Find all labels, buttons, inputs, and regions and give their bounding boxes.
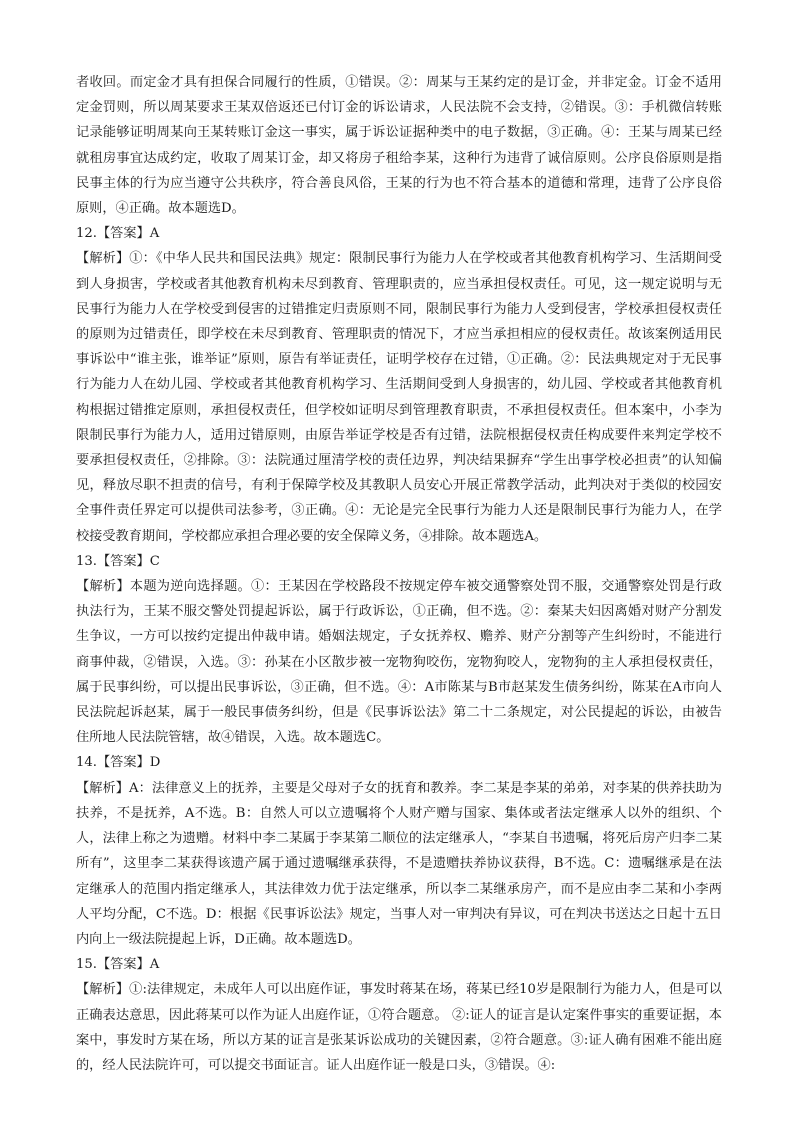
analysis-15: 【解析】①:法律规定，未成年人可以出庭作证，事发时蒋某在场，蒋某已经10岁是限制行为能力人，但是可以正确表达意思，因此蒋某可以作为证人出庭作证，①符合题意。 ②:证人的证言是认定案件事实的重要证据，本案中，事发时方某在场，所以方某的证言是张某诉讼成功的关键因素，②符合题意。③:证人确有困难不能出庭的，经人民法院许可，可以提交书面证言。证人出庭作证一般是口头，③错误。④: — [76, 982, 722, 1073]
answer-13: 13.【答案】C — [76, 553, 160, 569]
analysis-12: 【解析】①：《中华人民共和国民法典》规定：限制民事行为能力人在学校或者其他教育机构学习、生活期间受到人身损害，学校或者其他教育机构未尽到教育、管理职责的，应当承担侵权责任。可见，这一规定说明与无民事行为能力人在学校受到侵害的过错推定归责原则不同，限制民事行为能力人受到侵害，学校承担侵权责任的原则为过错责任，即学校在未尽到教育、管理职责的情况下，才应当承担相应的侵权责任。故该案例适用民事诉讼中“谁主张，谁举证”原则，原告有举证责任，证明学校存在过错，①正确。②：民法典规定对于无民事行为能力人在幼儿园、学校或者其他教育机构学习、生活期间受到人身损害的，幼儿园、学校或者其他教育机构根据过错推定原则，承担侵权责任，但学校如证明尽到管理教育职责，不承担侵权责任。但本案中，小李为限制民事行为能力人，适用过错原则，由原告举证学校是否有过错，法院根据侵权责任构成要件来判定学校不要承担侵权责任，②排除。③：法院通过厘清学校的责任边界，判决结果摒弃“学生出事学校必担责”的认知偏见，释放尽职不担责的信号，有利于保障学校及其教职人员安心开展正常教学活动，此判决对于类似的校园安全事件责任界定可以提供司法参考，③正确。④：无论是完全民事行为能力人还是限制民事行为能力人，在学校接受教育期间，学校都应承担合理必要的安全保障义务，④排除。故本题选A。 — [76, 251, 722, 544]
answer-12: 12.【答案】A — [76, 226, 160, 242]
answer-14: 14.【答案】D — [76, 755, 161, 771]
document-page — [76, 70, 722, 1078]
intro-paragraph: 者收回。而定金才具有担保合同履行的性质，①错误。②：周某与王某约定的是订金，并非定金。订金不适用定金罚则，所以周某要求王某双倍返还已付订金的诉讼请求，人民法院不会支持，②错误。③：手机微信转账记录能够证明周某向王某转账订金这一事实，属于诉讼证据种类中的电子数据，③正确。④：王某与周某已经就租房事宜达成约定，收取了周某订金，却又将房子租给李某，这种行为违背了诚信原则。公序良俗原则是指民事主体的行为应当遵守公共秩序，符合善良风俗，王某的行为也不符合基本的道德和常理，违背了公序良俗原则，④正确。故本题选D。 — [76, 75, 722, 217]
analysis-13: 【解析】本题为逆向选择题。①：王某因在学校路段不按规定停车被交通警察处罚不服，交通警察处罚是行政执法行为，王某不服交警处罚提起诉讼，属于行政诉讼，①正确，但不选。②：秦某夫妇因离婚对财产分割发生争议，一方可以按约定提出仲裁申请。婚姻法规定，子女抚养权、赡养、财产分割等产生纠纷时，不能进行商事仲裁，②错误，入选。③：孙某在小区散步被一宠物狗咬伤，宠物狗咬人，宠物狗的主人承担侵权责任，属于民事纠纷，可以提出民事诉讼，③正确，但不选。④：A市陈某与B市赵某发生债务纠纷，陈某在A市向人民法院起诉赵某，属于一般民事债务纠纷，但是《民事诉讼法》第二十二条规定，对公民提起的诉讼，由被告住所地人民法院管辖，故④错误，入选。故本题选C。 — [76, 579, 722, 746]
answer-15: 15.【答案】A — [76, 957, 160, 973]
analysis-14: 【解析】A：法律意义上的抚养，主要是父母对子女的抚育和教养。李二某是李某的弟弟，对李某的供养扶助为扶养，不是抚养，A不选。B：自然人可以立遗嘱将个人财产赠与国家、集体或者法定继承人以外的组织、个人，法律上称之为遗赠。材料中李二某属于李某第二顺位的法定继承人，“李某自书遗嘱，将死后房产归李二某所有”，这里李二某获得该遗产属于通过遗嘱继承获得，不是遗赠扶养协议获得，B不选。C：遗嘱继承是在法定继承人的范围内指定继承人，其法律效力优于法定继承，所以李二某继承房产，而不是应由李二某和小李两人平均分配，C不选。D：根据《民事诉讼法》规定，当事人对一审判决有异议，可在判决书送达之日起十五日内向上一级法院提起上诉，D正确。故本题选D。 — [76, 780, 722, 947]
